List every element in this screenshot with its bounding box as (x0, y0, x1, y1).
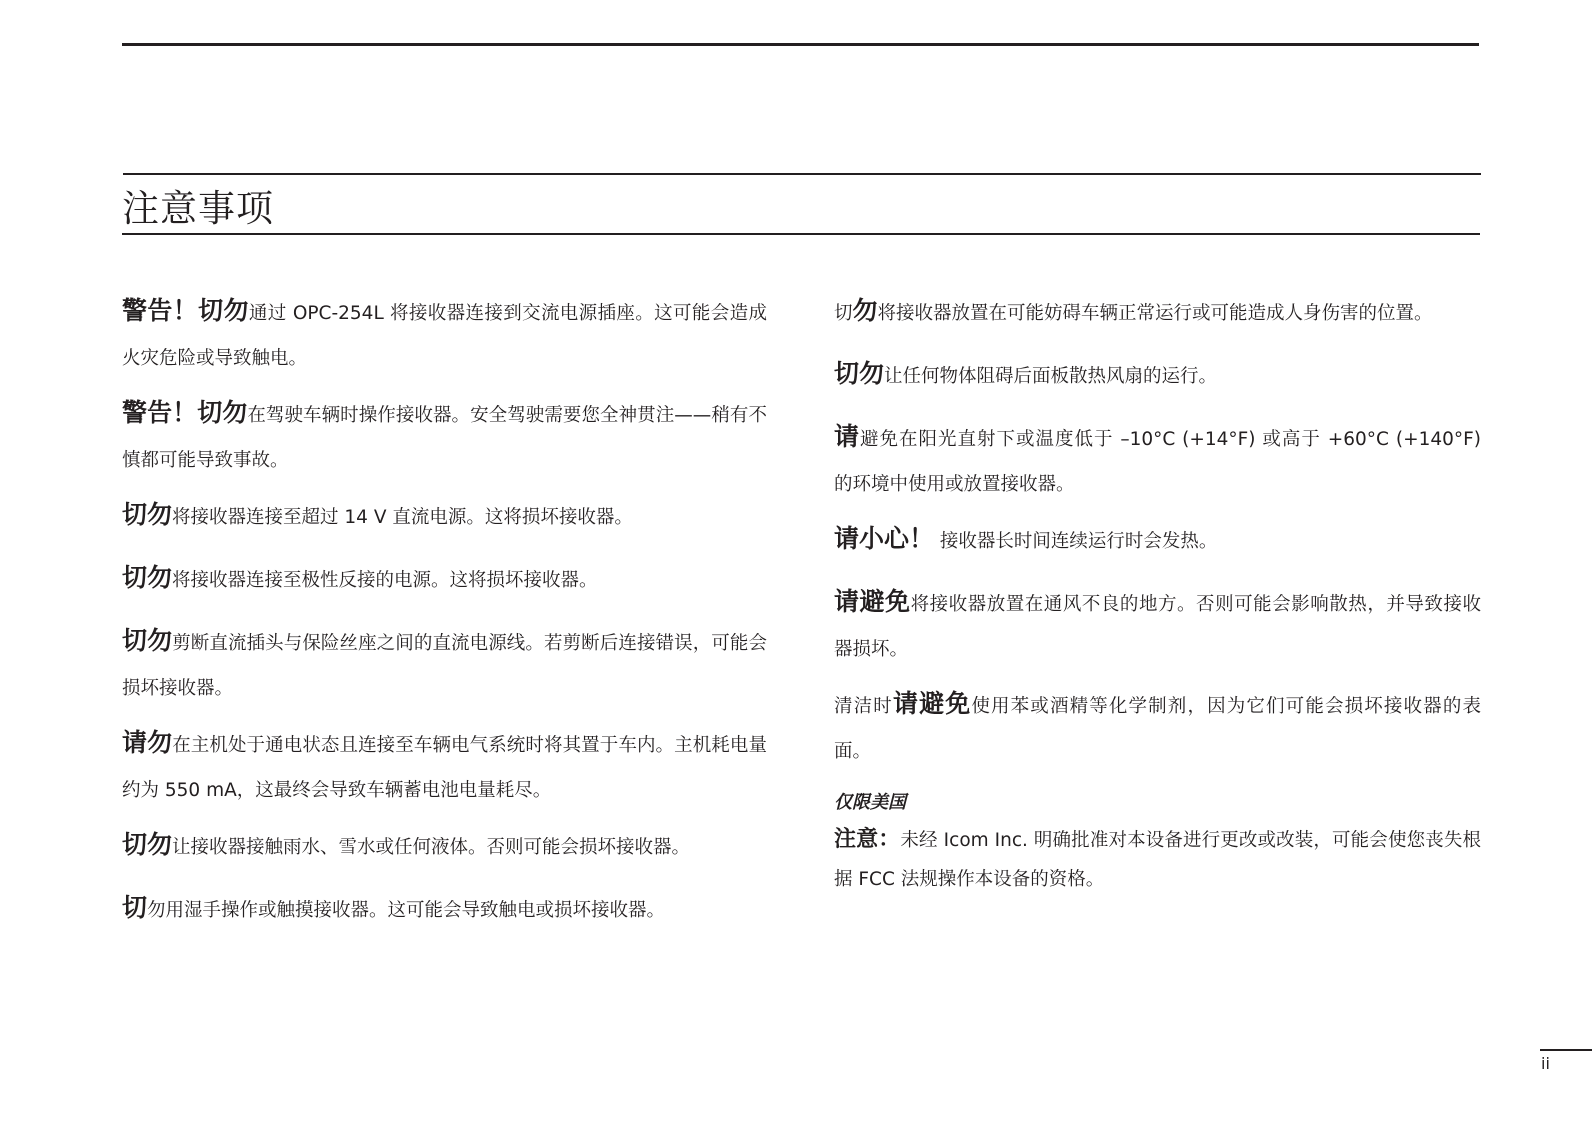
precaution-text: 将接收器连接至超过 14 V 直流电源。这将损坏接收器。 (172, 507, 633, 528)
precaution-text: 将接收器放置在通风不良的地方。否则可能会影响散热，并导致接收器损坏。 (834, 594, 1481, 660)
title-top-rule (123, 173, 1481, 175)
precaution-lead: 切勿 (834, 359, 885, 388)
precaution-lead: 切勿 (122, 830, 173, 859)
left-column (122, 288, 767, 942)
precaution-lead: 警告！切勿 (122, 398, 248, 427)
page-number: ii (1541, 1054, 1550, 1073)
us-only-notice (834, 786, 1481, 899)
precaution-item (122, 288, 767, 381)
precaution-prefix: 清洁时 (834, 696, 893, 717)
precaution-item (122, 720, 767, 813)
right-column (834, 288, 1481, 899)
precaution-text: 勿用湿手操作或触摸接收器。这可能会导致触电或损坏接收器。 (147, 900, 666, 921)
precaution-lead: 请勿 (122, 728, 173, 757)
title-bottom-rule (122, 233, 1480, 235)
top-rule (122, 43, 1479, 46)
fcc-caution (834, 820, 1481, 899)
caution-text: 未经 Icom Inc. 明确批准对本设备进行更改或改装，可能会使您丧失根据 FCC 法规操作本设备的资格。 (834, 830, 1481, 890)
precaution-text: 在主机处于通电状态且连接至车辆电气系统时将其置于车内。主机耗电量约为 550 mA，这最终会导致车辆蓄电池电量耗尽。 (122, 735, 767, 801)
precaution-lead: 请 (834, 422, 860, 451)
precaution-lead: 请小心！ (834, 524, 935, 553)
page-title: 注意事项 (122, 187, 274, 230)
precaution-lead: 请避免 (892, 689, 972, 718)
precaution-lead: 警告！切勿 (122, 296, 249, 325)
precaution-text: 将接收器放置在可能妨碍车辆正常运行或可能造成人身伤害的位置。 (877, 303, 1433, 324)
precaution-item (834, 681, 1481, 774)
caution-label: 注意： (834, 827, 901, 852)
precaution-item (834, 579, 1481, 672)
precaution-lead: 切勿 (122, 563, 173, 592)
precaution-item (834, 288, 1481, 336)
precaution-item (122, 885, 767, 933)
precaution-text: 剪断直流插头与保险丝座之间的直流电源线。若剪断后连接错误，可能会损坏接收器。 (122, 633, 767, 699)
precaution-text: 在驾驶车辆时操作接收器。安全驾驶需要您全神贯注——稍有不慎都可能导致事故。 (122, 405, 767, 471)
precaution-item (122, 555, 767, 603)
precaution-item (834, 414, 1481, 507)
precaution-item (122, 390, 767, 483)
page-number-rule (1540, 1049, 1592, 1051)
precaution-text: 接收器长时间连续运行时会发热。 (934, 531, 1218, 552)
precaution-item (834, 516, 1481, 564)
precaution-lead: 请避免 (834, 587, 911, 616)
precaution-text: 使用苯或酒精等化学制剂，因为它们可能会损坏接收器的表面。 (834, 696, 1481, 762)
precaution-lead: 切 (122, 893, 148, 922)
precaution-lead: 切勿 (122, 500, 173, 529)
precaution-item (122, 492, 767, 540)
precaution-item (834, 351, 1481, 399)
precaution-lead: 切勿 (122, 626, 173, 655)
precaution-lead: 勿 (852, 296, 878, 325)
precaution-prefix: 切 (834, 303, 853, 324)
precaution-text: 让接收器接触雨水、雪水或任何液体。否则可能会损坏接收器。 (172, 837, 691, 858)
precaution-text: 将接收器连接至极性反接的电源。这将损坏接收器。 (172, 570, 598, 591)
us-only-heading: 仅限美国 (834, 792, 906, 813)
precaution-text: 让任何物体阻碍后面板散热风扇的运行。 (884, 366, 1218, 387)
precaution-text: 通过 OPC-254L 将接收器连接到交流电源插座。这可能会造成火灾危险或导致触电。 (122, 303, 767, 369)
precaution-text: 避免在阳光直射下或温度低于 –10°C (+14°F) 或高于 +60°C (+140°F) 的环境中使用或放置接收器。 (834, 429, 1481, 495)
precaution-item (122, 822, 767, 870)
precaution-item (122, 618, 767, 711)
